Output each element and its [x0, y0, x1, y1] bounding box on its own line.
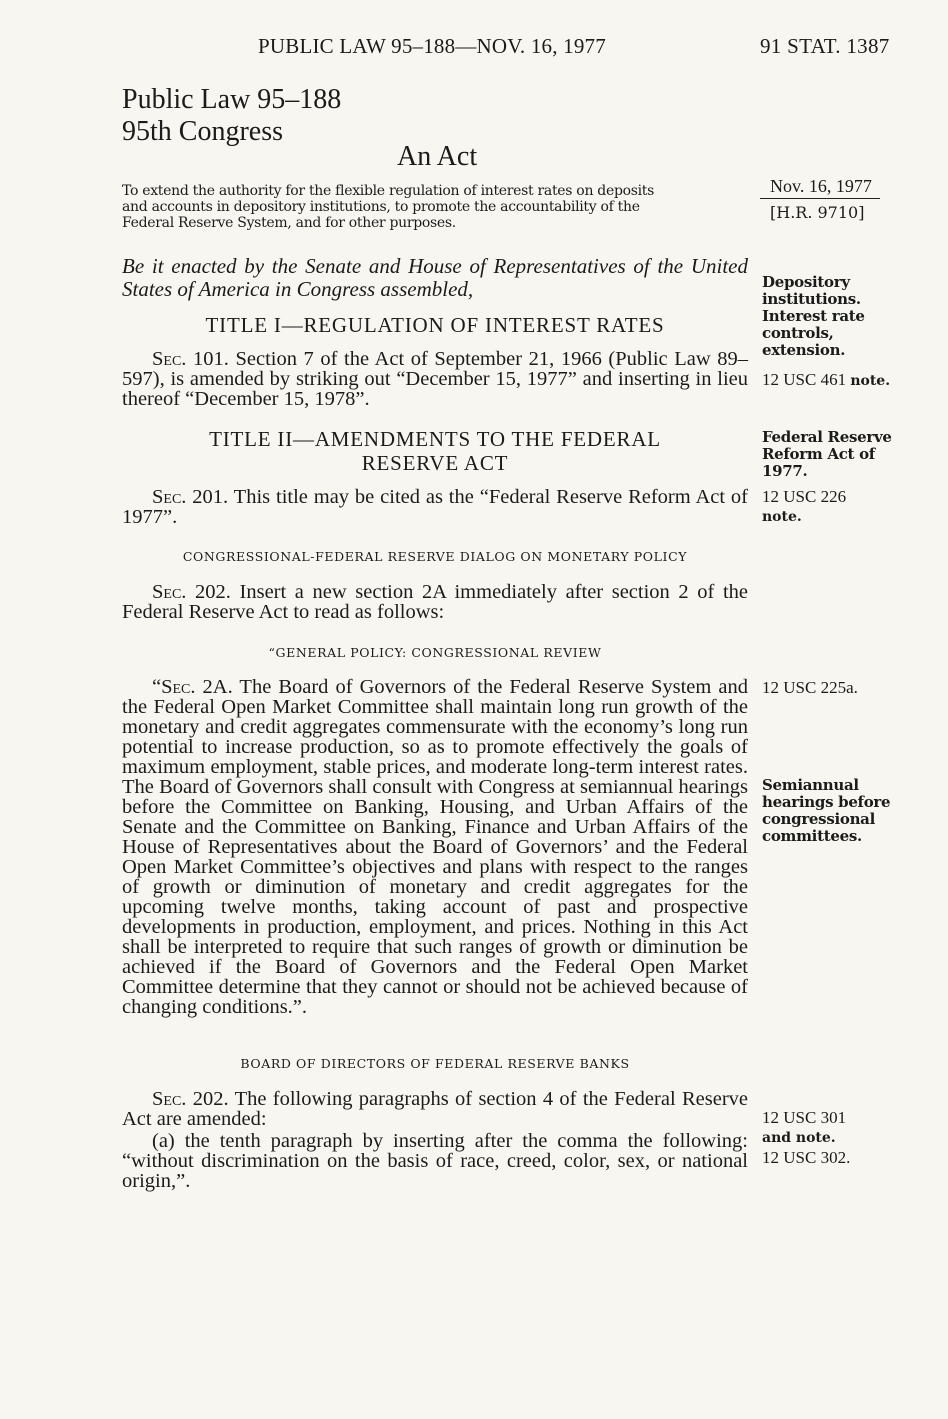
margin-usc-301: [762, 1108, 850, 1167]
section-label: “Sec.: [152, 676, 196, 698]
margin-note-line: Depository: [762, 273, 850, 291]
section-202-board: [122, 1089, 748, 1129]
margin-note-line: Federal Reserve: [762, 428, 892, 446]
section-201: [122, 487, 748, 527]
section-101-text: 101. Section 7 of the Act of September 21, 1966 (Public Law 89–597), is amended by striking out “December 15, 1977” and inserting in lieu thereof “December 15, 1978”.: [122, 348, 748, 410]
margin-note-line: hearings before: [762, 793, 891, 811]
usc-note: and note.: [762, 1130, 836, 1146]
margin-usc-226: [762, 487, 846, 527]
title-2-heading-line2: RESERVE ACT: [361, 451, 509, 475]
margin-note-line: controls,: [762, 324, 834, 342]
margin-note-line: 1977.: [762, 462, 808, 480]
section-101: [122, 349, 748, 409]
statute-page-number: 91 STAT. 1387: [760, 34, 890, 58]
paragraph-a: (a) the tenth paragraph by inserting after the comma the following: “without discrimination on the basis of race, creed, color, sex, or national origin,”.: [122, 1130, 748, 1192]
margin-divider: [760, 198, 880, 199]
section-label: Sec.: [152, 486, 187, 508]
purpose-line: To extend the authority for the flexible regulation of interest rates on deposits: [122, 183, 655, 199]
section-2a-quote: [122, 677, 748, 1017]
margin-note-line: congressional: [762, 810, 875, 828]
purpose-line: Federal Reserve System, and for other purposes.: [122, 215, 456, 231]
act-label: An Act: [397, 141, 478, 172]
section-201-text: 201. This title may be cited as the “Federal Reserve Reform Act of 1977”.: [122, 486, 748, 528]
section-202-dialog-text: 202. Insert a new section 2A immediately after section 2 of the Federal Reserve Act to read as follows:: [122, 581, 748, 623]
title-2-heading-line1: TITLE II—AMENDMENTS TO THE FEDERAL: [209, 427, 661, 451]
general-policy-heading: “GENERAL POLICY: CONGRESSIONAL REVIEW: [268, 645, 602, 660]
public-law-number: Public Law 95–188: [122, 84, 342, 115]
margin-note-depository: [762, 274, 865, 359]
act-purpose: [122, 183, 748, 231]
margin-bill-number: [H.R. 9710]: [770, 203, 865, 222]
margin-note-line: Semiannual: [762, 776, 859, 794]
usc-note: note.: [850, 373, 891, 389]
section-label: Sec.: [152, 348, 187, 370]
usc-citation: 12 USC 301: [762, 1108, 847, 1127]
margin-usc-461: [762, 370, 890, 391]
margin-note-line: committees.: [762, 827, 862, 845]
section-202-dialog: [122, 582, 748, 622]
margin-usc-225a: 12 USC 225a.: [762, 678, 858, 697]
enacting-clause: Be it enacted by the Senate and House of Representatives of the United States of America in Congress assembled,: [122, 254, 748, 301]
margin-note-line: extension.: [762, 341, 846, 359]
law-title: [122, 84, 341, 148]
margin-note-hearings: [762, 777, 890, 845]
margin-note-reform-act: [762, 429, 892, 480]
section-label: Sec.: [152, 581, 187, 603]
margin-note-line: institutions.: [762, 290, 861, 308]
title-2-heading: [122, 427, 748, 475]
title-1-heading: TITLE I—REGULATION OF INTEREST RATES: [205, 313, 665, 337]
purpose-line: and accounts in depository institutions, to promote the accountability of the: [122, 199, 640, 215]
section-label: Sec.: [152, 1088, 187, 1110]
section-202-board-text: 202. The following paragraphs of section 4 of the Federal Reserve Act are amended:: [122, 1088, 748, 1130]
usc-citation-302: 12 USC 302.: [762, 1148, 851, 1167]
congress-number: 95th Congress: [122, 116, 283, 147]
usc-citation: 12 USC 226: [762, 487, 847, 506]
section-2a-text: 2A. The Board of Governors of the Federal Reserve System and the Federal Open Market Committee shall maintain long run growth of the monetary and credit aggregates commensurate with the economy’s long run potential to increase production, so as to promote effectively the goals of maximum employment, stable prices, and moderate long-term interest rates. The Board of Governors shall consult with Congress at semiannual hearings before the Committee on Banking, Housing, and Urban Affairs of the Senate and the Committee on Banking, Finance and Urban Affairs of the House of Representatives about the Board of Governors’ and the Federal Open Market Committee’s objectives and plans with respect to the ranges of growth or diminution of monetary and credit aggregates for the upcoming twelve months, taking account of past and prospective developments in production, employment, and prices. Nothing in this Act shall be interpreted to require that such ranges of growth or diminution be achieved if the Board of Governors and the Federal Open Market Committee determine that they cannot or should not be achieved because of changing conditions.”.: [122, 676, 748, 1018]
dialog-heading: CONGRESSIONAL-FEDERAL RESERVE DIALOG ON MONETARY POLICY: [182, 549, 688, 564]
margin-note-line: Interest rate: [762, 307, 865, 325]
running-head: PUBLIC LAW 95–188—NOV. 16, 1977: [258, 34, 606, 58]
usc-citation: 12 USC 461: [762, 370, 847, 389]
board-heading: BOARD OF DIRECTORS OF FEDERAL RESERVE BANKS: [240, 1056, 630, 1071]
margin-date: Nov. 16, 1977: [770, 176, 872, 196]
usc-note: note.: [762, 509, 802, 525]
margin-note-line: Reform Act of: [762, 445, 875, 463]
